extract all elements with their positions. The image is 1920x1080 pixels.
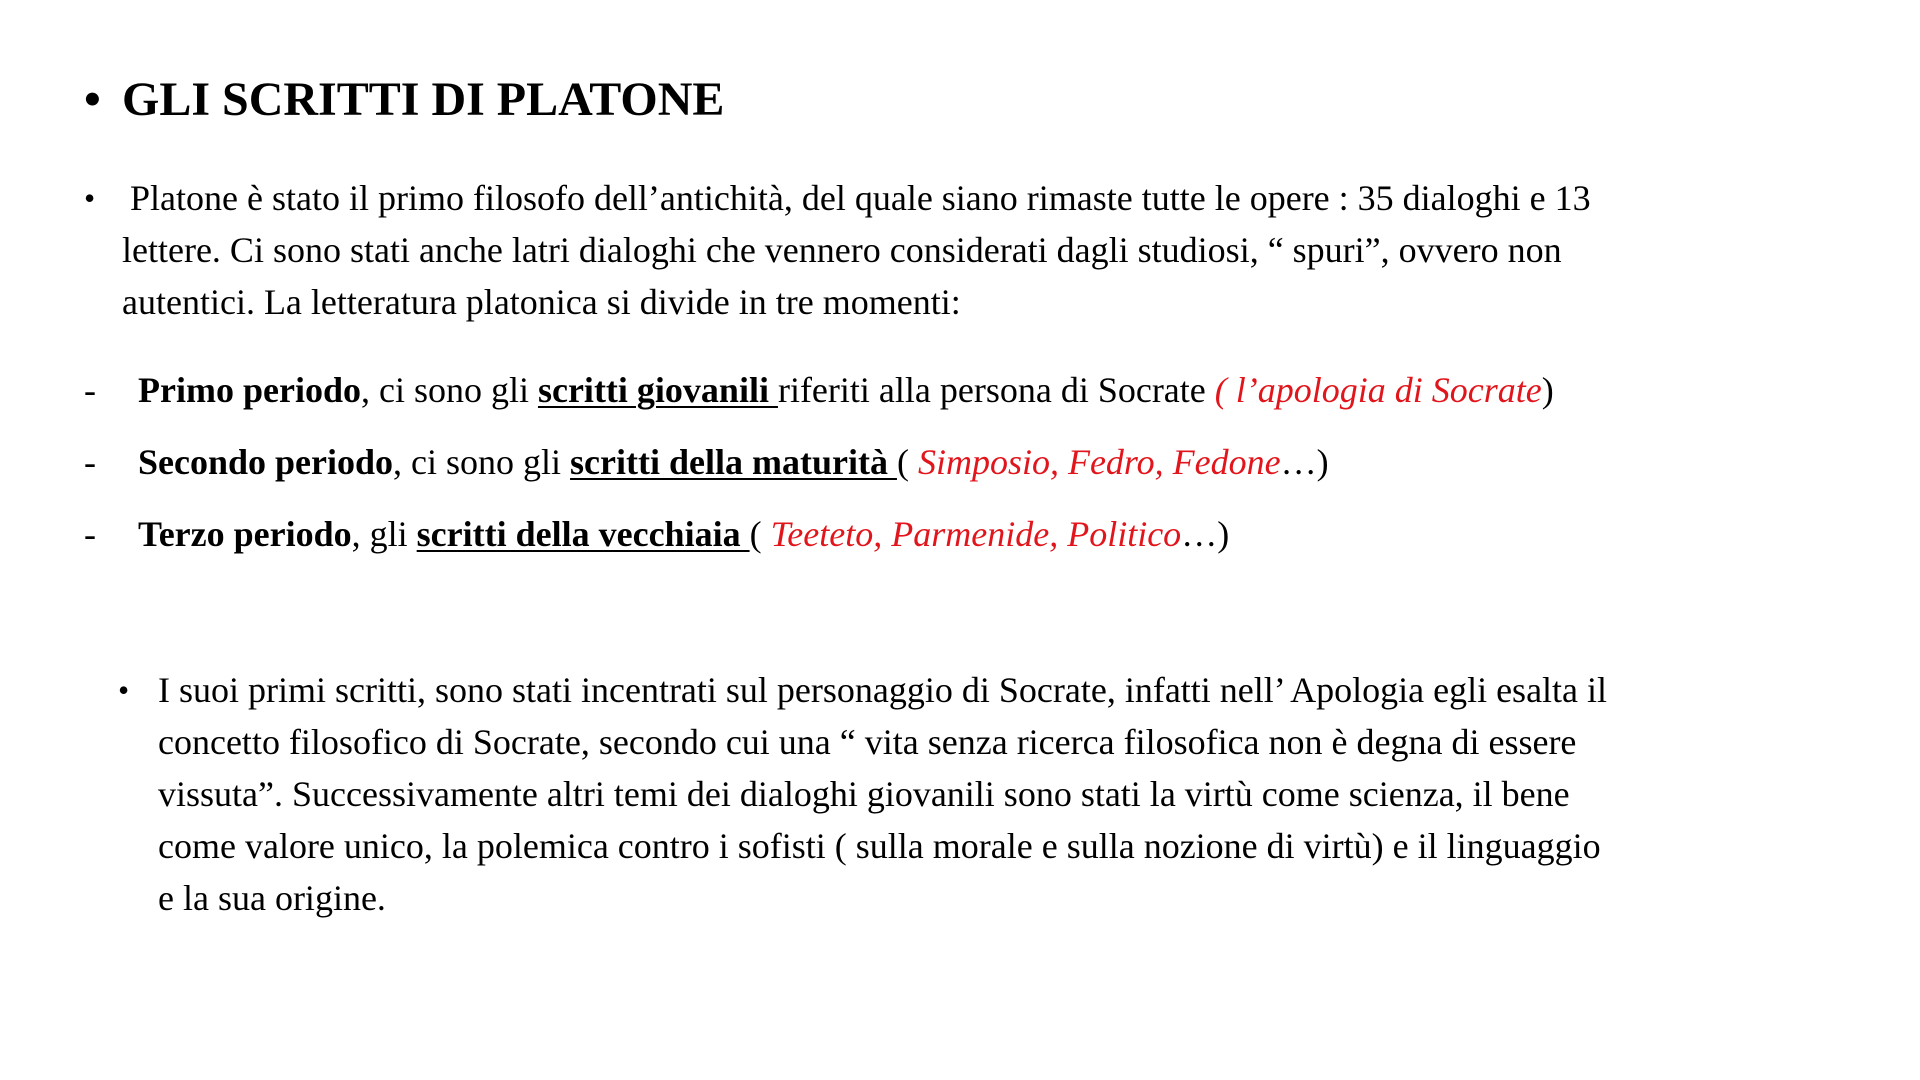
period-name: Secondo periodo: [138, 442, 394, 482]
period-writings: scritti giovanili: [537, 370, 778, 410]
intro-text: [122, 172, 1804, 328]
period-item-third: [84, 508, 1229, 560]
period-open: (: [896, 442, 918, 482]
second-paragraph: [118, 664, 1818, 924]
slide-title-row: [84, 72, 724, 127]
period-close: …): [1280, 442, 1329, 482]
second-text: [158, 664, 1818, 924]
period-item-second: [84, 436, 1329, 488]
intro-line: lettere. Ci sono stati anche latri dialoghi che vennero considerati dagli studiosi, “ spuri”, ovvero non: [122, 230, 1562, 270]
intro-paragraph: [84, 172, 1804, 328]
bullet-icon: •: [84, 73, 101, 126]
period-item-first: [84, 364, 1554, 416]
period-examples: ( l’apologia di Socrate: [1214, 370, 1542, 410]
period-writings: scritti della vecchiaia: [416, 514, 750, 554]
bullet-icon: •: [84, 180, 96, 216]
period-connector: , ci sono gli: [393, 442, 571, 482]
bullet-icon: •: [118, 672, 130, 708]
dash-icon: -: [84, 370, 96, 410]
period-connector: , gli: [351, 514, 417, 554]
second-line: concetto filosofico di Socrate, secondo cui una “ vita senza ricerca filosofica non è degna di essere: [158, 722, 1577, 762]
period-open: (: [749, 514, 771, 554]
period-close: ): [1541, 370, 1554, 410]
slide-title: GLI SCRITTI DI PLATONE: [122, 73, 725, 126]
second-line: I suoi primi scritti, sono stati incentrati sul personaggio di Socrate, infatti nell’ Apologia egli esalta il: [158, 670, 1608, 710]
period-examples: Simposio, Fedro, Fedone: [917, 442, 1281, 482]
intro-line: Platone è stato il primo filosofo dell’antichità, del quale siano rimaste tutte le opere : 35 dialoghi e 13: [130, 178, 1591, 218]
period-name: Terzo periodo: [138, 514, 352, 554]
second-line: vissuta”. Successivamente altri temi dei dialoghi giovanili sono stati la virtù come scienza, il bene: [158, 774, 1570, 814]
period-examples: Teeteto, Parmenide, Politico: [770, 514, 1182, 554]
dash-icon: -: [84, 442, 96, 482]
period-description: riferiti alla persona di Socrate: [777, 370, 1215, 410]
period-close: …): [1181, 514, 1230, 554]
dash-icon: -: [84, 514, 96, 554]
intro-line: autentici. La letteratura platonica si divide in tre momenti:: [122, 282, 961, 322]
second-line: e la sua origine.: [158, 878, 386, 918]
period-name: Primo periodo: [138, 370, 361, 410]
period-writings: scritti della maturità: [570, 442, 897, 482]
second-line: come valore unico, la polemica contro i sofisti ( sulla morale e sulla nozione di virtù) e il linguaggio: [158, 826, 1601, 866]
period-connector: , ci sono gli: [360, 370, 538, 410]
